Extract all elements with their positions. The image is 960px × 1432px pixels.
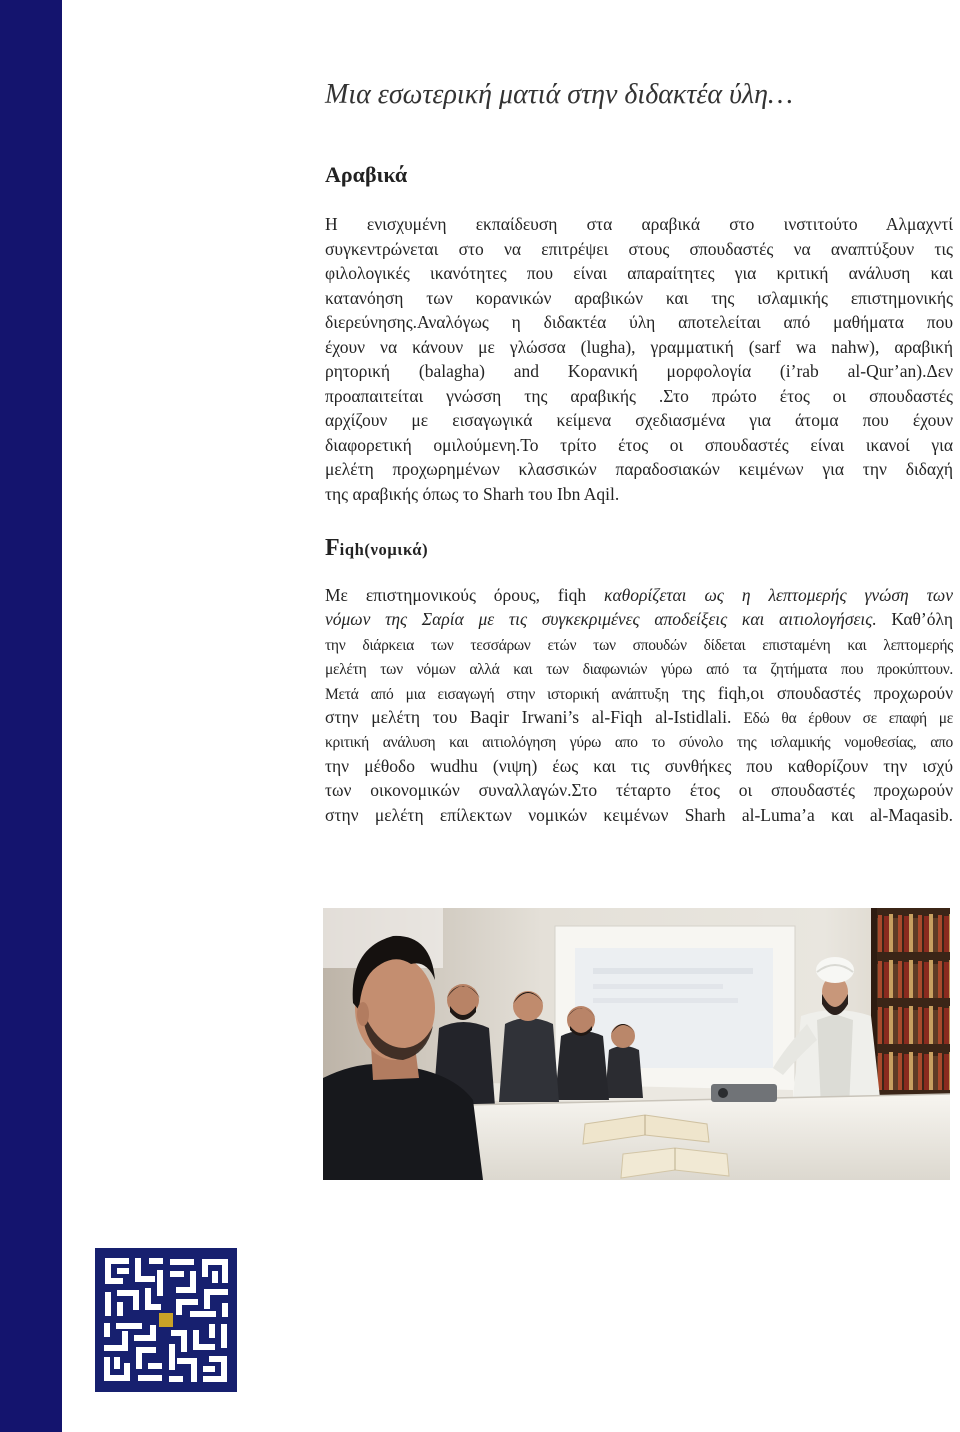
institute-logo xyxy=(95,1248,237,1392)
text-line: της αραβικής όπως το Sharh του Ibn Aqil. xyxy=(325,483,620,504)
text-line: διερεύνησης.Αναλόγως η διδακτέα ύλη αποτελείται από μαθήματα που xyxy=(325,312,953,332)
text-line: φιλολογικές ικανότητες που είναι απαραίτητες για κριτική ανάλυση και xyxy=(325,263,953,283)
text-segment-condensed: την διάρκεια των τεσσάρων ετών των σπουδών δίδεται επισταμένη και λεπτομερής xyxy=(325,636,953,654)
text-segment-condensed: μελέτη των νόμων αλλά και των διαφωνιών γύρω από τα ζητήματα που προκύπτουν. xyxy=(325,661,953,679)
text-segment: των οικονομικών συναλλαγών.Στο τέταρτο έτος οι σπουδαστές προχωρούν xyxy=(325,780,953,801)
text-segment-condensed: κριτική ανάλυση και αιτιολόγηση γύρω απο το σύνολο της ισλαμικής νομοθεσίας, απο xyxy=(325,734,953,752)
side-accent-bar xyxy=(0,0,62,1432)
text-line: ρητορική (balagha) and Κορανική μορφολογία (i’rab al-Qur’an).Δεν xyxy=(325,361,953,381)
text-line xyxy=(325,632,953,656)
text-segment: την μέθοδο wudhu (νιψη) έως και τις συνθήκες που καθορίζουν την ισχύ xyxy=(325,755,953,776)
text-segment: στην μελέτη του Baqir Irwani’s al-Fiqh al-Istidlali. xyxy=(325,706,732,727)
text-line: προαπαιτείται γνώσση της αραβικής .Στο πρώτο έτος οι σπουδαστές xyxy=(325,385,953,406)
text-segment: στην μελέτη επίλεκτων νομικών κειμένων Sharh al-Luma’a και al-Maqasib. xyxy=(325,804,953,825)
text-line: διαφορετική ομιλούμενη.Το τρίτο έτος οι σπουδαστές είναι ικανοί για xyxy=(325,434,953,455)
text-segment: Με επιστημονικούς όρους, fiqh xyxy=(325,585,605,605)
text-line xyxy=(325,705,953,729)
text-segment: της fiqh,οι σπουδαστές προχωρούν xyxy=(668,682,953,703)
page-title: Μια εσωτερική ματιά στην διδακτέα ύλη… xyxy=(325,79,793,110)
fiqh-paragraph xyxy=(325,583,953,827)
text-line xyxy=(325,803,953,827)
text-line: κατανόηση των κορανικών αραβικών και της ισλαμικής επιστημονικής xyxy=(325,287,953,308)
text-line: συγκεντρώνεται στο να επιτρέψει στους σπουδαστές να αναπτύξουν τις xyxy=(325,238,953,259)
text-line xyxy=(325,729,953,753)
text-line: Η ενισχυμένη εκπαίδευση στα αραβικά στο ινστιτούτο Αλμαχντί xyxy=(325,214,953,234)
text-segment-condensed: Εδώ θα έρθουν σε επαφή με xyxy=(731,709,953,727)
classroom-photo xyxy=(323,908,950,1180)
arabic-paragraph xyxy=(325,212,953,506)
text-line xyxy=(325,583,953,607)
text-segment: Καθ’όλη xyxy=(876,609,953,630)
text-line xyxy=(325,681,953,705)
text-line xyxy=(325,754,953,778)
bookshelf xyxy=(871,908,950,1113)
text-segment-condensed: Μετά από μια εισαγωγή στην ιστορική ανάπτυξη xyxy=(325,685,669,703)
projector xyxy=(711,1084,777,1102)
text-line xyxy=(325,607,953,631)
text-line: έχουν να κάνουν με γλώσσα (lugha), γραμματική (sarf wa nahw), αραβική xyxy=(325,336,953,357)
text-line xyxy=(325,778,953,802)
section-heading-arabic: Αραβικά xyxy=(325,162,408,187)
text-segment-italic: νόμων της Σαρία με τις συγκεκριμένες αποδείξεις και αιτιολογήσεις. xyxy=(325,609,877,630)
section-heading-fiqh: Fiqh(νομικά) xyxy=(325,535,429,561)
text-line xyxy=(325,656,953,680)
text-line: αρχίζουν με εισαγωγικά κείμενα σχεδιασμένα για άτομα που έχουν xyxy=(325,410,953,430)
text-segment-italic: καθορίζεται ως η λεπτομερής γνώση των xyxy=(604,585,953,605)
text-line: μελέτη προχωρημένων κλασσικών παραδοσιακών κειμένων για την διδαχή xyxy=(325,459,953,479)
